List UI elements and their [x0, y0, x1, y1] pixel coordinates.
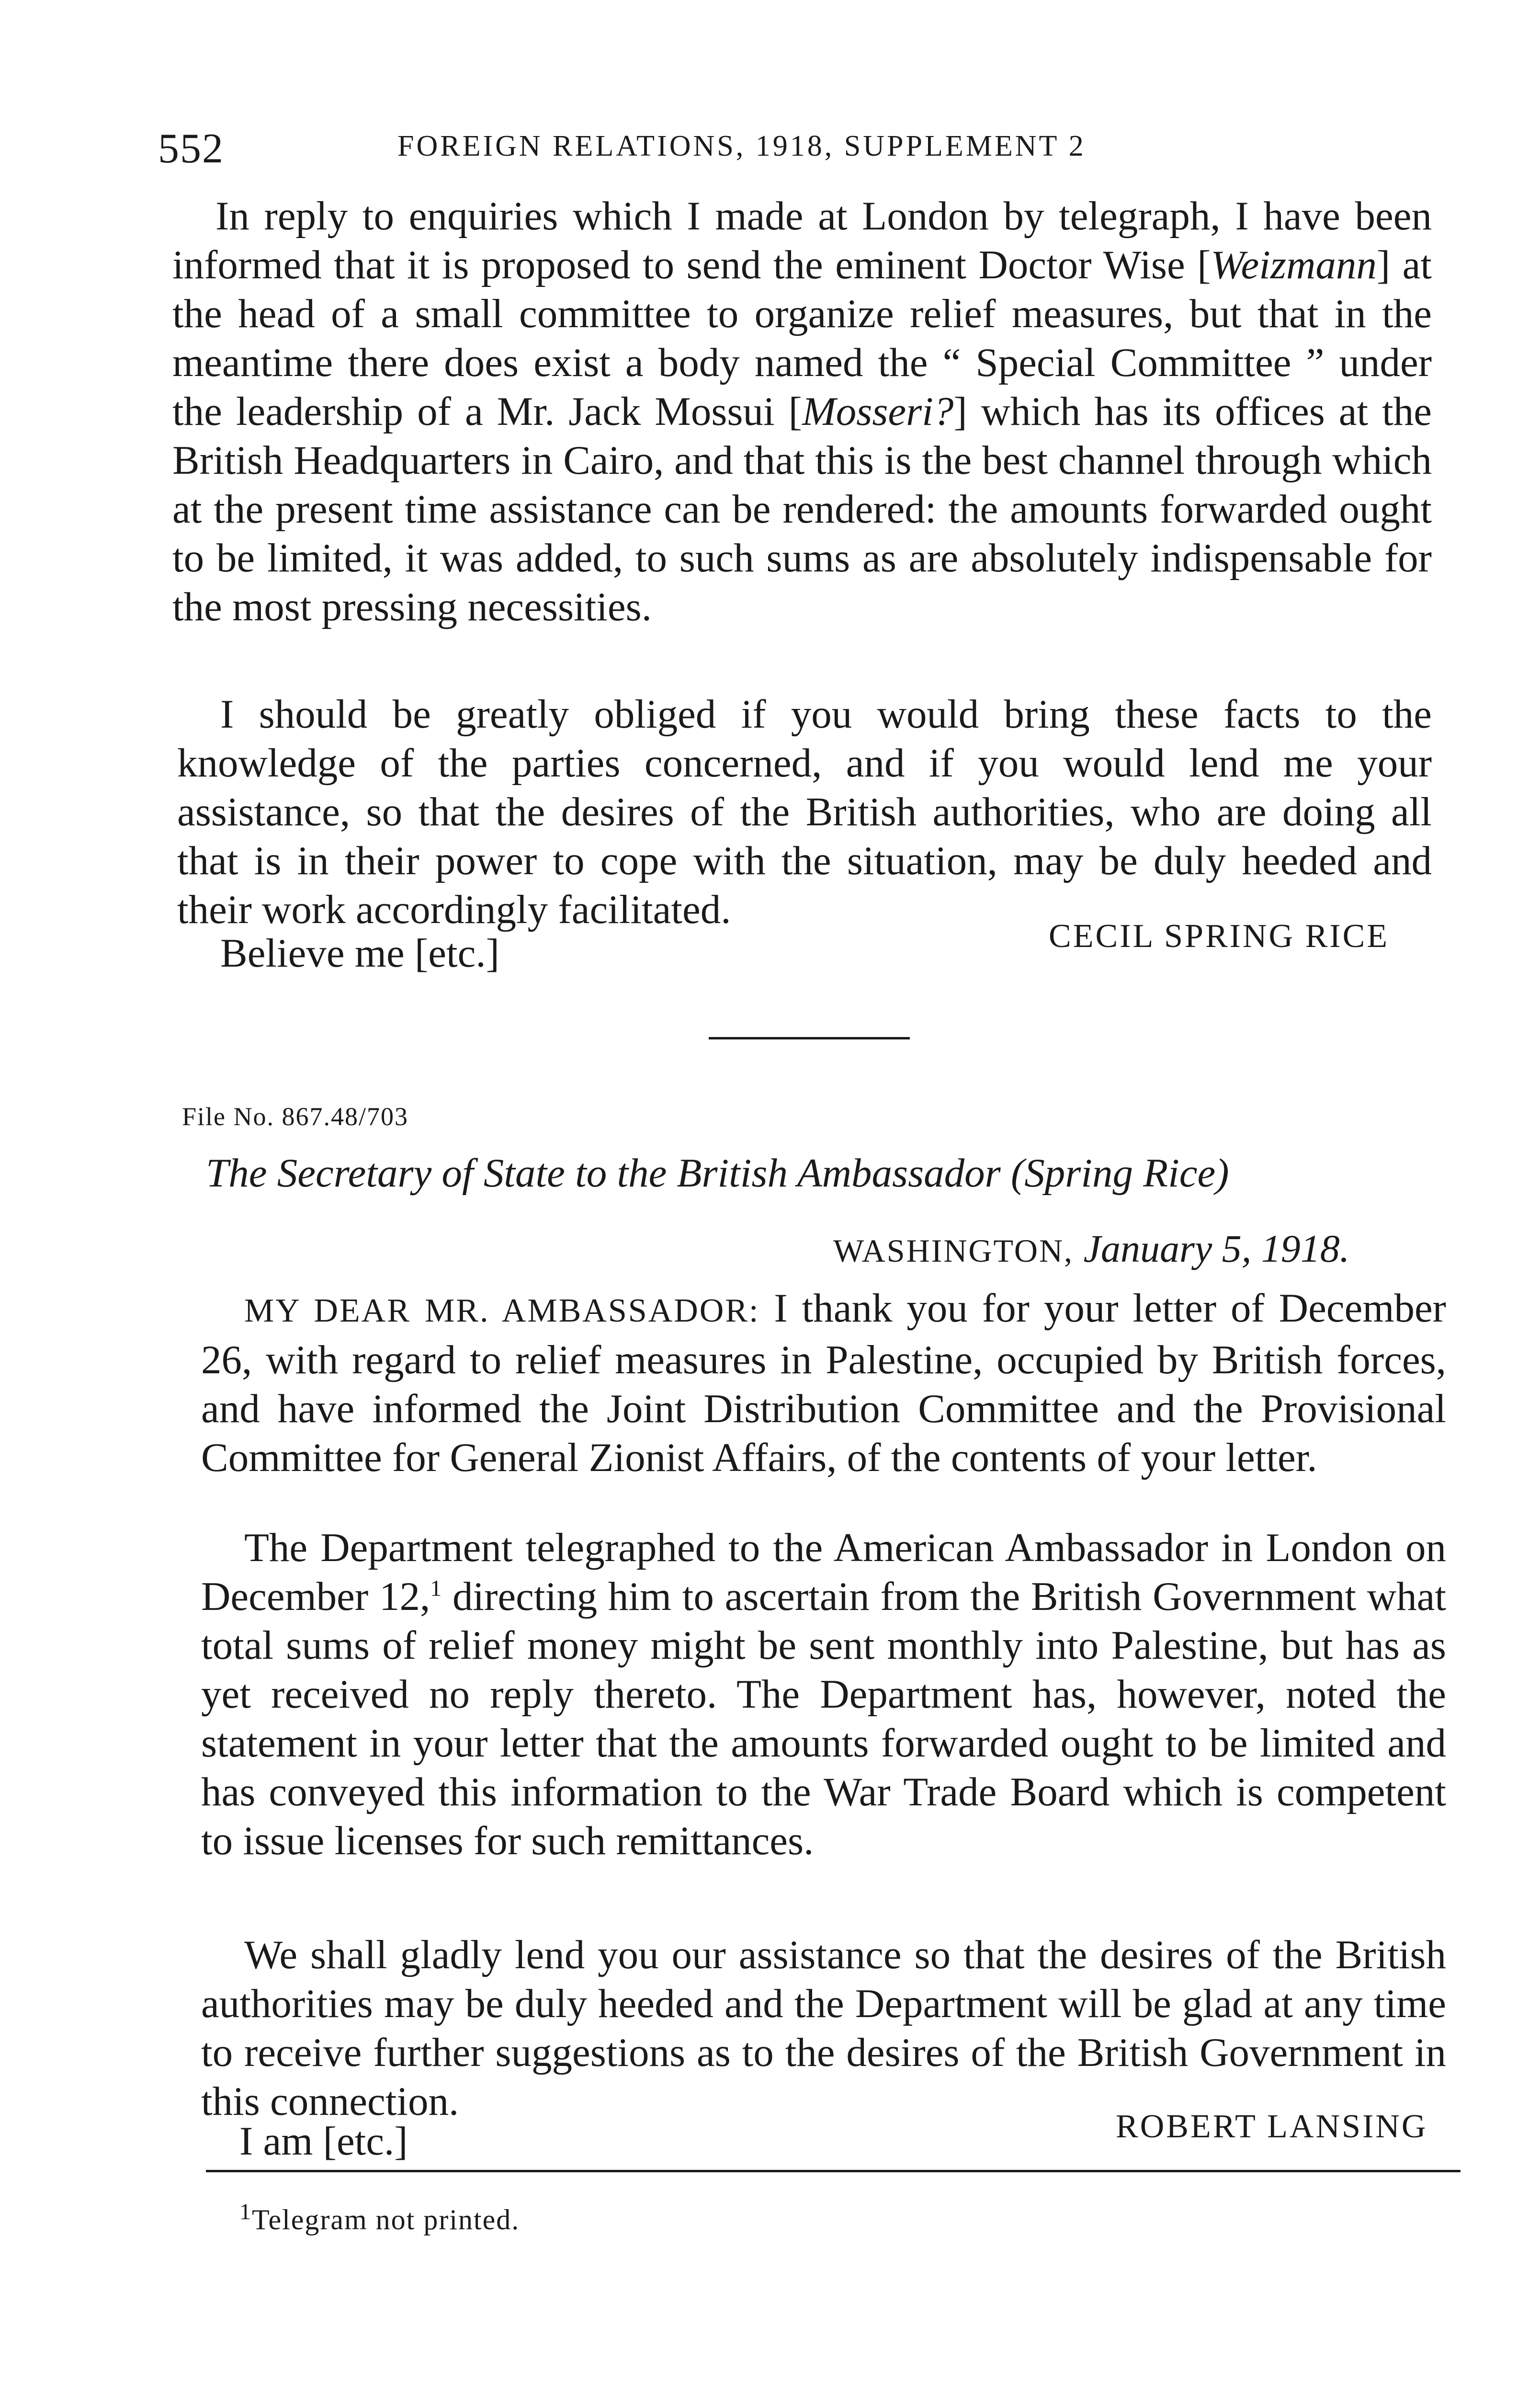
- letter2-para2-text-a: The Department telegraphed to the American Ambassador in London on December 12,: [201, 1525, 1446, 1619]
- footnote-mark: 1: [239, 2199, 252, 2224]
- footnote-reference: 1: [430, 1575, 442, 1601]
- letter1-signature: CECIL SPRING RICE: [1049, 918, 1390, 955]
- letter2-signature: ROBERT LANSING: [1116, 2108, 1428, 2145]
- file-number: File No. 867.48/703: [182, 1102, 409, 1131]
- dateline-date: January 5, 1918.: [1083, 1227, 1350, 1270]
- dateline: [833, 1226, 1349, 1271]
- page-number: 552: [158, 125, 224, 172]
- letter1-para1-italic-mosseri: Mosseri?: [802, 389, 954, 434]
- letter2-paragraph-3: [201, 1930, 1446, 2126]
- letter1-para1-text-c: ] which has its offices at the British Headquarters in Cairo, and that this is the best channel through which at the present time assistance can be rendered: the amounts forwarded ought to be limited, it was added, to such sums as are absolutely indispensable for the most pressing necessities.: [172, 389, 1432, 629]
- letter2-salutation: MY DEAR MR. AMBASSADOR:: [244, 1292, 760, 1329]
- letter2-paragraph-2: [201, 1523, 1446, 1865]
- letter2-para2-text-b: directing him to ascertain from the British Government what total sums of relief money might be sent monthly into Palestine, but has as yet received no reply thereto. The Department has, however, noted the statement in your letter that the amounts forwarded ought to be limited and has conveyed this information to the War Trade Board which is competent to issue licenses for such remittances.: [201, 1574, 1447, 1863]
- footnote: [239, 2199, 520, 2236]
- running-head: FOREIGN RELATIONS, 1918, SUPPLEMENT 2: [397, 130, 1086, 162]
- footnote-text: Telegram not printed.: [252, 2204, 520, 2235]
- letter1-paragraph-2: [177, 690, 1432, 934]
- page-header: [158, 115, 1451, 182]
- footnote-rule: [206, 2170, 1461, 2172]
- letter1-para1-text-a: In reply to enquiries which I made at London by telegraph, I have been informed that it is proposed to send the eminent Doctor Wise [: [172, 194, 1432, 287]
- letter2-para1-text: I thank you for your letter of December 26, with regard to relief measures in Palestine, occupied by British forces, and have informed the Joint Distribution Committee and the Provisional Committee for General Zionist Affairs, of the contents of your letter.: [201, 1286, 1446, 1480]
- letter1-para1-italic-weizmann: Weizmann: [1211, 242, 1377, 287]
- section-separator: [709, 1037, 910, 1039]
- letter1-para1-text-b: ] at the head of a small committee to organize relief measures, but that in the meantime there does exist a body named the “ Special Committee ” under the leadership of a Mr. Jack Mossui [: [172, 242, 1432, 434]
- letter1-paragraph-1: [172, 192, 1432, 631]
- dateline-place: WASHINGTON,: [833, 1232, 1074, 1269]
- letter2-para3-text: We shall gladly lend you our assistance so that the desires of the British authorities may be duly heeded and the Department will be glad at any time to receive further suggestions as to the desires of the British Government in this connection.: [201, 1932, 1446, 2124]
- letter1-closing: Believe me [etc.]: [220, 931, 499, 976]
- letter1-para2-text: I should be greatly obliged if you would bring these facts to the knowledge of the parties concerned, and if you would lend me your assistance, so that the desires of the British authorities, who are doing all that is in their power to cope with the situation, may be duly heeded and their work accordingly facilitated.: [177, 692, 1432, 932]
- letter2-paragraph-1: [201, 1284, 1446, 1482]
- letter2-closing: I am [etc.]: [239, 2119, 408, 2164]
- document-title: The Secretary of State to the British Ambassador (Spring Rice): [206, 1151, 1229, 1196]
